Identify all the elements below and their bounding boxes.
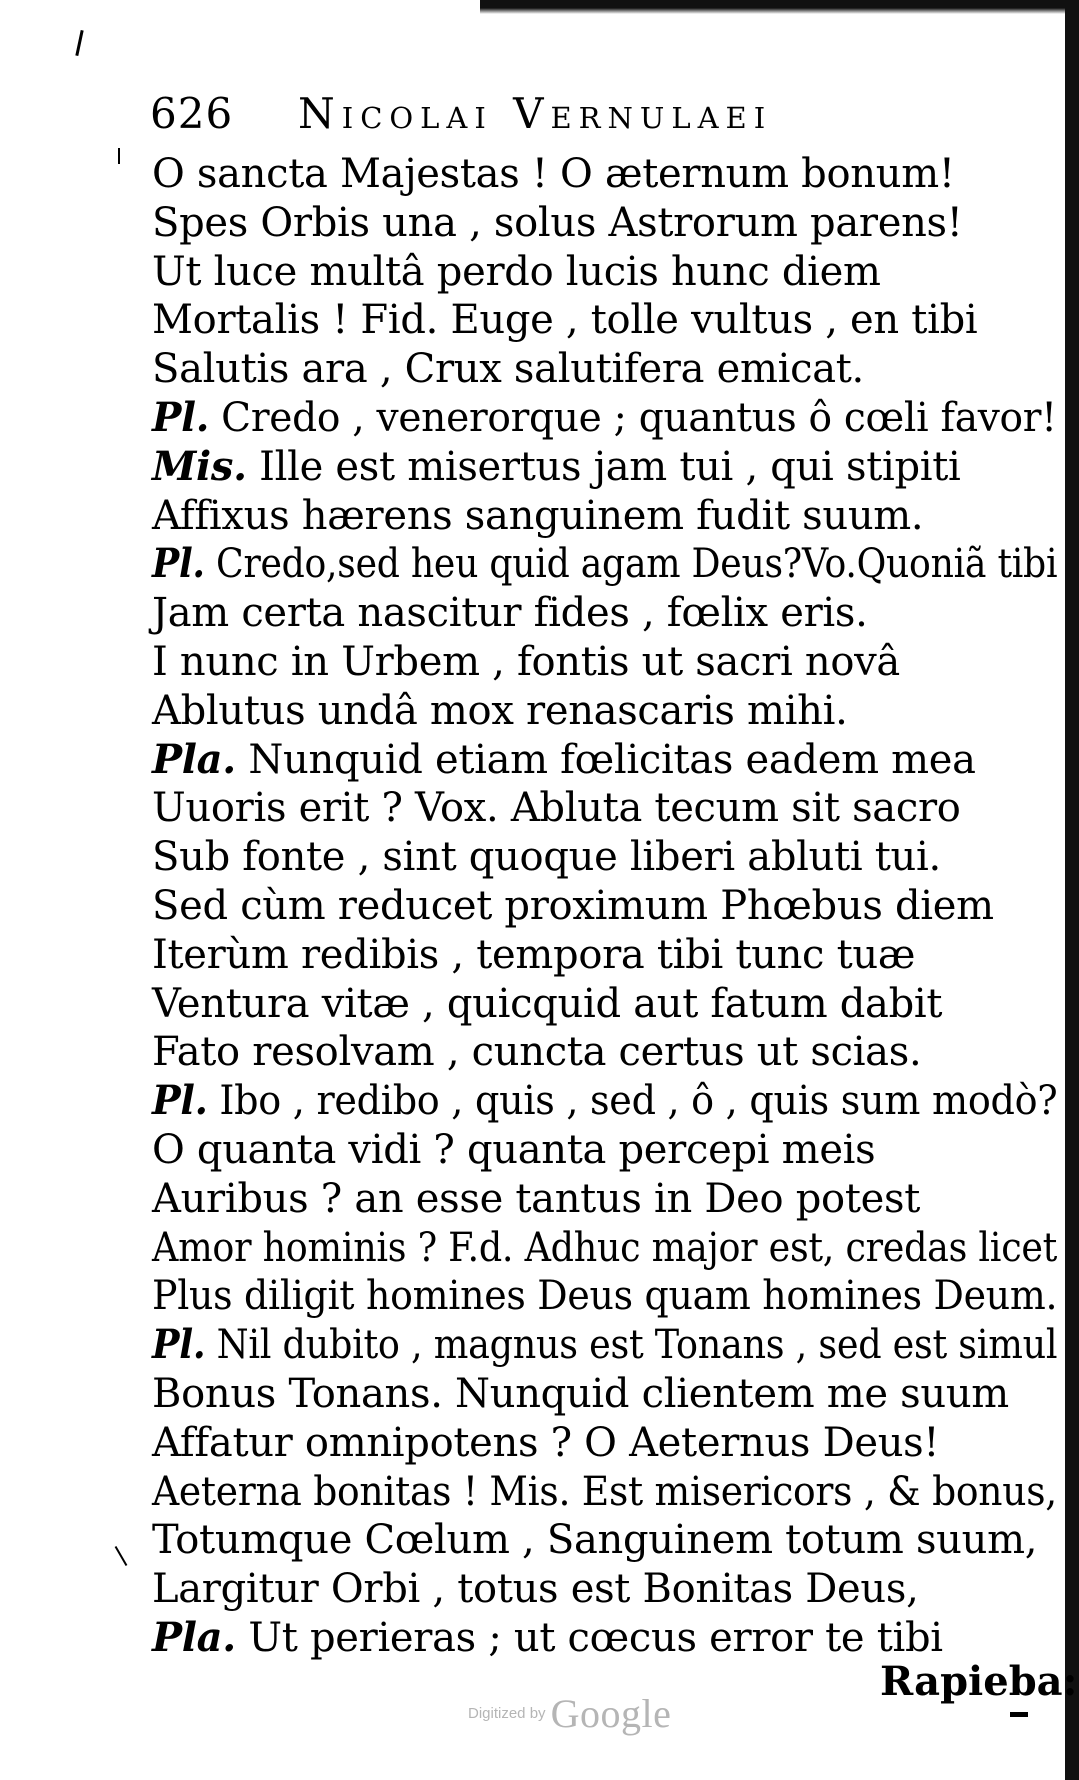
scan-speck — [1010, 1712, 1028, 1717]
verse-line — [152, 980, 1052, 1029]
line-text: Plus diligit homines Deus quam homines Deum. — [152, 1273, 1058, 1320]
line-text: O sancta Majestas ! O æternum bonum! — [152, 151, 955, 197]
verse-line — [152, 199, 1052, 248]
verse-line — [152, 589, 1052, 638]
speaker-label: Pl. — [152, 540, 205, 588]
line-text: Spes Orbis una , solus Astrorum parens! — [152, 199, 963, 246]
speaker-label: Pl. — [152, 1077, 208, 1125]
watermark-prefix: Digitized by — [468, 1705, 546, 1722]
speaker-label: Pla. — [152, 735, 236, 783]
line-text: Largitur Orbi , totus est Bonitas Deus, — [152, 1566, 919, 1613]
speaker-label: Pl. — [152, 393, 210, 441]
line-text: Jam certa nascitur fides , fœlix eris. — [152, 590, 868, 637]
page-top-shadow — [480, 0, 1079, 14]
page-number: 626 — [150, 89, 234, 138]
verse-line — [152, 443, 1052, 492]
verse-line — [152, 492, 1052, 541]
verse-line — [152, 1468, 1057, 1517]
line-text: Ventura vitæ , quicquid aut fatum dabit — [152, 980, 943, 1027]
speaker-label: Mis. — [152, 442, 247, 490]
verse-line — [152, 1614, 1052, 1663]
verse-line — [152, 150, 1052, 199]
verse-line — [152, 1516, 1052, 1565]
verse-line — [152, 931, 1052, 980]
line-text: Affixus hærens sanguinem fudit suum. — [152, 492, 924, 539]
google-logo: Google — [550, 1691, 672, 1736]
line-text: Nunquid etiam fœlicitas eadem mea — [248, 736, 976, 783]
verse-line — [152, 1419, 1052, 1468]
verse-line — [152, 1077, 1058, 1126]
verse-line — [152, 1321, 1058, 1370]
verse-line — [152, 1126, 1052, 1175]
scan-speck — [115, 1546, 128, 1566]
line-text: Ut luce multâ perdo lucis hunc diem — [152, 248, 881, 295]
verse-line — [152, 784, 1052, 833]
line-text: Ille est misertus jam tui , qui stipiti — [259, 443, 961, 490]
line-text: Bonus Tonans. Nunquid clientem me suum — [152, 1370, 1009, 1417]
verse-line — [152, 1565, 1052, 1614]
verse-line — [152, 833, 1052, 882]
line-text: I nunc in Urbem , fontis ut sacri novâ — [152, 638, 900, 685]
verse-line — [152, 393, 1057, 443]
line-text: Affatur omnipotens ? O Aeternus Deus! — [152, 1419, 940, 1466]
verse-line — [152, 1028, 1052, 1077]
line-text: Fato resolvam , cuncta certus ut scias. — [152, 1029, 922, 1076]
line-text: Credo , venerorque ; quantus ô cœli favor! — [221, 394, 1057, 441]
line-text: Sub fonte , sint quoque liberi abluti tui. — [152, 834, 941, 881]
speaker-label: Pla. — [152, 1613, 236, 1661]
verse-line — [152, 1370, 1052, 1419]
verse-line — [152, 1224, 1058, 1273]
line-text: Aeterna bonitas ! Mis. Est misericors , & bonus, — [152, 1468, 1057, 1515]
line-text: Ibo , redibo , quis , sed , ô , quis sum modò? — [219, 1078, 1058, 1125]
verse-line — [152, 1272, 1058, 1321]
line-text: Iterùm redibis , tempora tibi tunc tuæ — [152, 931, 916, 978]
line-text: Totumque Cœlum , Sanguinem totum suum, — [152, 1517, 1038, 1564]
scan-speck — [118, 148, 120, 164]
catchword: Rapieba: — [880, 1658, 1078, 1705]
verse-line — [152, 345, 1052, 394]
line-text: Ut perieras ; ut cœcus error te tibi — [248, 1614, 943, 1661]
line-text: Credo,sed heu quid agam Deus?Vo.Quoniã tibi — [216, 541, 1058, 588]
line-text: O quanta vidi ? quanta percepi meis — [152, 1126, 876, 1173]
digitization-watermark — [468, 1690, 698, 1740]
line-text: Ablutus undâ mox renascaris mihi. — [152, 687, 848, 734]
verse-line — [152, 687, 1052, 736]
verse-line — [152, 736, 1052, 785]
verse-line — [152, 540, 1058, 589]
line-text: Amor hominis ? F.d. Adhuc major est, credas licet — [152, 1224, 1058, 1271]
verse-line — [152, 248, 1052, 297]
line-text: Mortalis ! Fid. Euge , tolle vultus , en tibi — [152, 297, 978, 344]
verse-line — [152, 882, 1052, 931]
line-text: Auribus ? an esse tantus in Deo potest — [152, 1175, 920, 1222]
verse-line — [152, 1175, 1052, 1224]
verse-text — [152, 150, 1058, 1663]
running-head: Nicolai Vernulaei — [298, 89, 773, 138]
speaker-label: Pl. — [152, 1321, 206, 1369]
verse-line — [152, 638, 1052, 687]
line-text: Salutis ara , Crux salutifera emicat. — [152, 346, 864, 393]
verse-line — [152, 296, 1052, 345]
line-text: Uuoris erit ? Vox. Abluta tecum sit sacro — [152, 785, 961, 832]
line-text: Nil dubito , magnus est Tonans , sed est simul — [216, 1322, 1058, 1369]
page-right-shadow — [1065, 0, 1079, 1780]
line-text: Sed cùm reducet proximum Phœbus diem — [152, 882, 994, 929]
scan-speck — [75, 30, 83, 56]
page-header — [150, 86, 970, 142]
